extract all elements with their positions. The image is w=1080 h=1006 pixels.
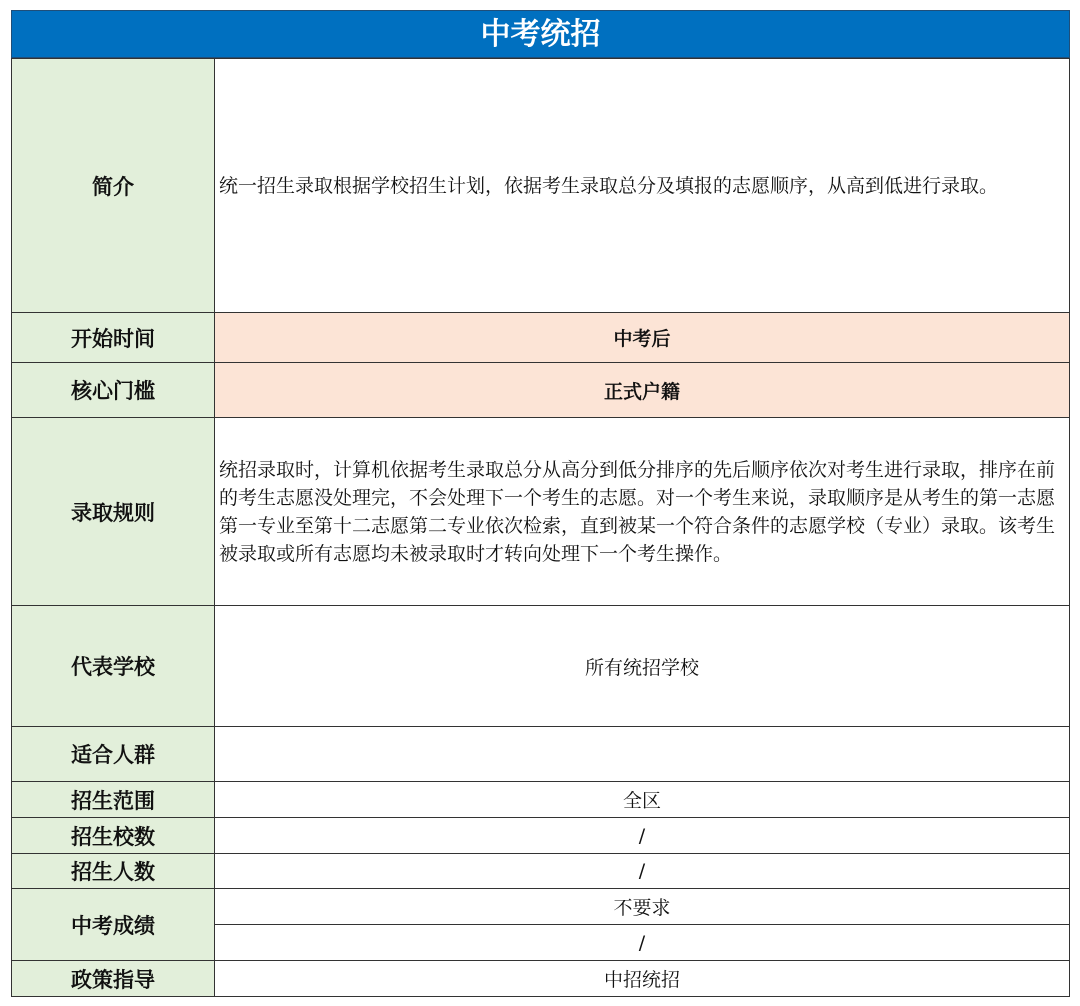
info-sheet bbox=[11, 10, 1070, 997]
table-row-school-count bbox=[12, 818, 1070, 854]
table-row-scope bbox=[12, 782, 1070, 818]
sheet-title: 中考统招 bbox=[11, 10, 1070, 58]
table-row-rules bbox=[12, 418, 1070, 606]
table-row-intro bbox=[12, 59, 1070, 313]
row-label-audience: 适合人群 bbox=[12, 727, 215, 782]
table-row-student-count bbox=[12, 854, 1070, 889]
table-row-threshold bbox=[12, 363, 1070, 418]
row-value-policy: 中招统招 bbox=[215, 961, 1070, 997]
row-label-policy: 政策指导 bbox=[12, 961, 215, 997]
row-value-scope: 全区 bbox=[215, 782, 1070, 818]
row-value-rules: 统招录取时，计算机依据考生录取总分从高分到低分排序的先后顺序依次对考生进行录取，排序在前的考生志愿没处理完，不会处理下一个考生的志愿。对一个考生来说，录取顺序是从考生的第一志愿第一专业至第十二志愿第二专业依次检索，直到被某一个符合条件的志愿学校（专业）录取。该考生被录取或所有志愿均未被录取时才转向处理下一个考生操作。 bbox=[215, 418, 1070, 606]
info-table bbox=[11, 58, 1070, 997]
table-row-schools bbox=[12, 606, 1070, 727]
row-value-score-1: 不要求 bbox=[215, 889, 1070, 925]
row-value-start-time: 中考后 bbox=[215, 313, 1070, 363]
row-value-school-count: / bbox=[215, 818, 1070, 854]
table-row-audience bbox=[12, 727, 1070, 782]
table-row-start-time bbox=[12, 313, 1070, 363]
row-value-score-2: / bbox=[215, 925, 1070, 961]
row-label-schools: 代表学校 bbox=[12, 606, 215, 727]
row-label-scope: 招生范围 bbox=[12, 782, 215, 818]
row-label-student-count: 招生人数 bbox=[12, 854, 215, 889]
table-row-policy bbox=[12, 961, 1070, 997]
table-row-score bbox=[12, 889, 1070, 925]
row-label-score: 中考成绩 bbox=[12, 889, 215, 961]
row-value-student-count: / bbox=[215, 854, 1070, 889]
row-label-rules: 录取规则 bbox=[12, 418, 215, 606]
row-label-start-time: 开始时间 bbox=[12, 313, 215, 363]
row-label-school-count: 招生校数 bbox=[12, 818, 215, 854]
row-value-schools: 所有统招学校 bbox=[215, 606, 1070, 727]
row-value-intro: 统一招生录取根据学校招生计划，依据考生录取总分及填报的志愿顺序，从高到低进行录取。 bbox=[215, 59, 1070, 313]
row-value-threshold: 正式户籍 bbox=[215, 363, 1070, 418]
row-value-audience bbox=[215, 727, 1070, 782]
row-label-threshold: 核心门槛 bbox=[12, 363, 215, 418]
row-label-intro: 简介 bbox=[12, 59, 215, 313]
